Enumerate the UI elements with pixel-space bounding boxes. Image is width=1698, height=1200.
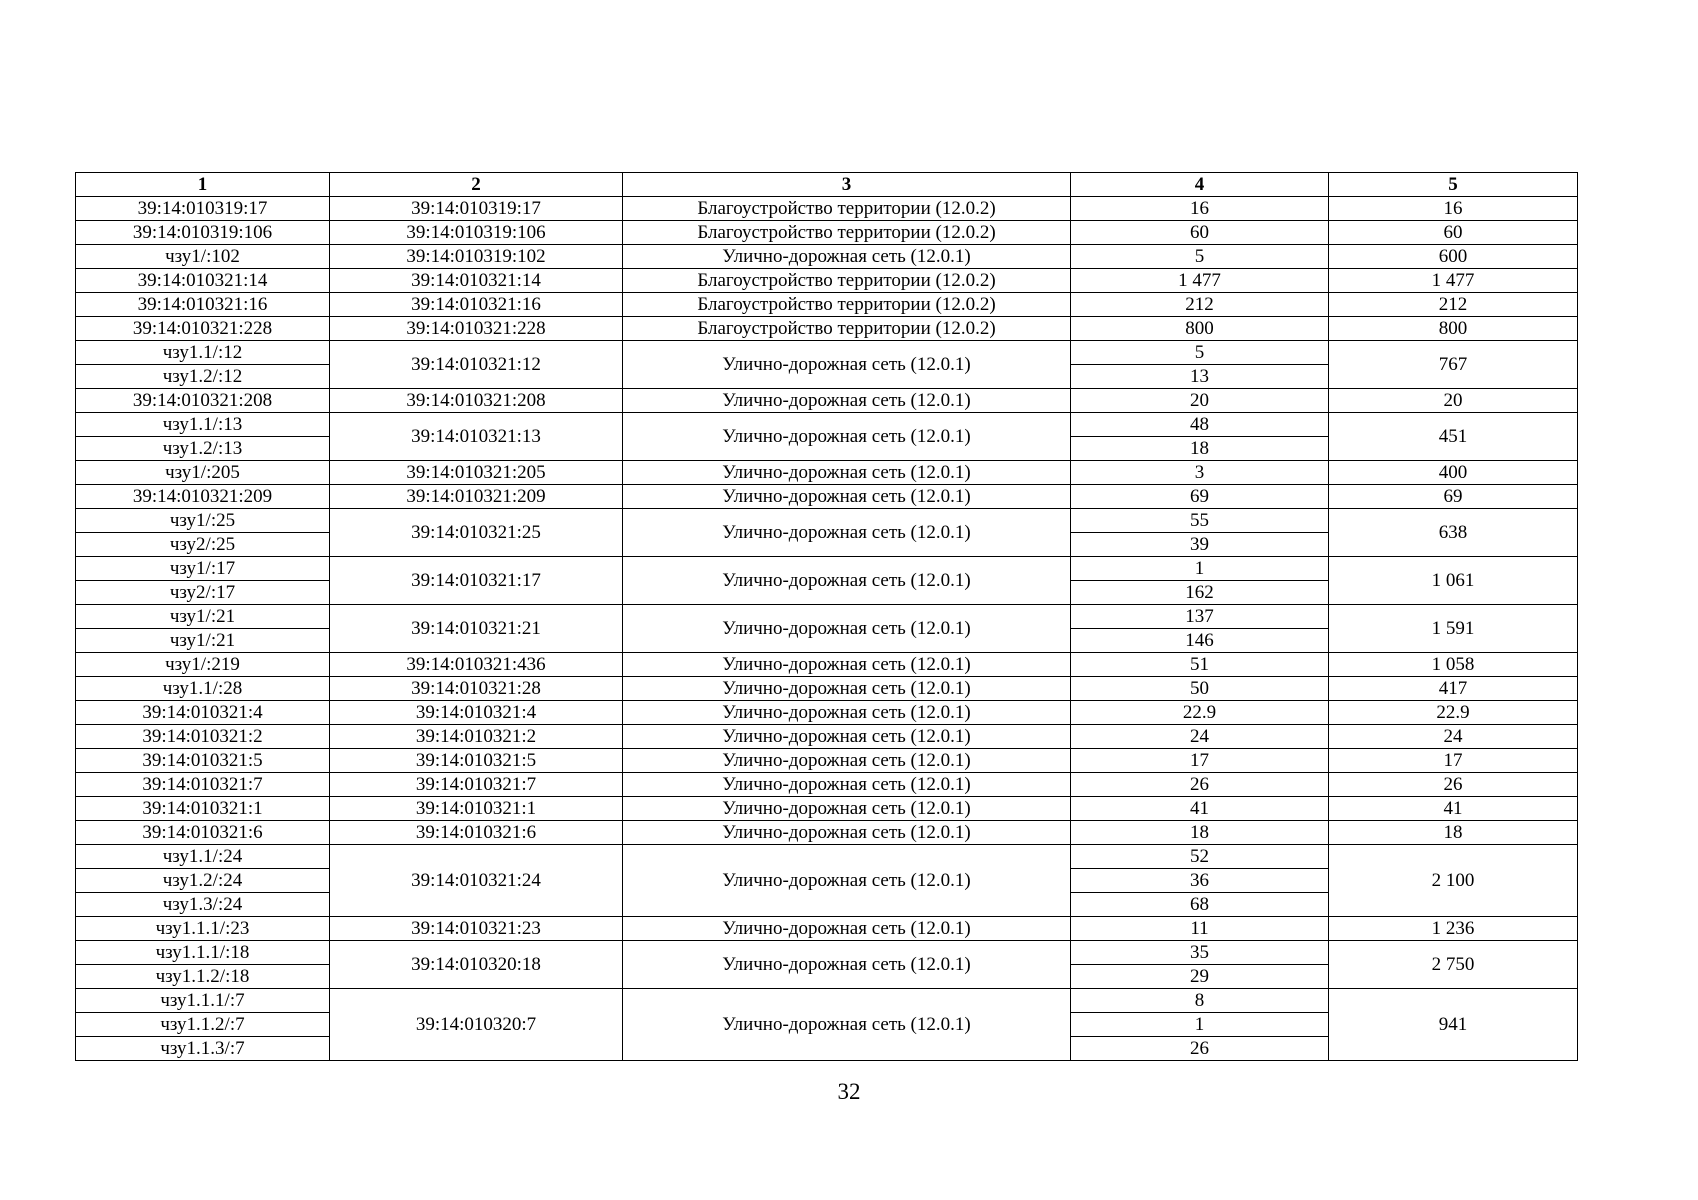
cell-area-total: 1 477: [1329, 269, 1578, 293]
cell-designation: чзу1.1.1/:18: [76, 941, 330, 965]
cell-designation: чзу1/:102: [76, 245, 330, 269]
column-header-3: 3: [623, 173, 1071, 197]
cell-area-part: 1 477: [1071, 269, 1329, 293]
cell-area-part: 26: [1071, 773, 1329, 797]
cell-area-part: 18: [1071, 821, 1329, 845]
cell-designation: чзу1.1/:12: [76, 341, 330, 365]
cell-designation: чзу1/:17: [76, 557, 330, 581]
cell-designation: чзу1.1.3/:7: [76, 1037, 330, 1061]
cell-cadastral-number: 39:14:010319:106: [330, 221, 623, 245]
cell-cadastral-number: 39:14:010321:21: [330, 605, 623, 653]
cell-designation: чзу1/:21: [76, 605, 330, 629]
cell-area-part: 22.9: [1071, 701, 1329, 725]
table-row: [76, 749, 1578, 773]
cell-cadastral-number: 39:14:010321:209: [330, 485, 623, 509]
cell-area-total: 400: [1329, 461, 1578, 485]
cell-cadastral-number: 39:14:010321:28: [330, 677, 623, 701]
cell-area-part: 146: [1071, 629, 1329, 653]
cell-cadastral-number: 39:14:010321:16: [330, 293, 623, 317]
cell-land-use: Улично-дорожная сеть (12.0.1): [623, 653, 1071, 677]
cell-cadastral-number: 39:14:010321:7: [330, 773, 623, 797]
cell-area-part: 41: [1071, 797, 1329, 821]
cell-area-part: 17: [1071, 749, 1329, 773]
cell-area-total: 417: [1329, 677, 1578, 701]
cell-area-part: 137: [1071, 605, 1329, 629]
cell-land-use: Улично-дорожная сеть (12.0.1): [623, 461, 1071, 485]
table-row: [76, 341, 1578, 365]
cell-cadastral-number: 39:14:010321:12: [330, 341, 623, 389]
page-number: 32: [837, 1079, 861, 1104]
cell-area-part: 5: [1071, 245, 1329, 269]
cell-designation: 39:14:010321:1: [76, 797, 330, 821]
cell-cadastral-number: 39:14:010321:25: [330, 509, 623, 557]
cell-cadastral-number: 39:14:010319:102: [330, 245, 623, 269]
cell-land-use: Благоустройство территории (12.0.2): [623, 269, 1071, 293]
cell-land-use: Улично-дорожная сеть (12.0.1): [623, 845, 1071, 917]
cell-cadastral-number: 39:14:010321:4: [330, 701, 623, 725]
cell-designation: чзу2/:25: [76, 533, 330, 557]
cell-cadastral-number: 39:14:010321:6: [330, 821, 623, 845]
cell-area-total: 767: [1329, 341, 1578, 389]
cell-designation: чзу1/:205: [76, 461, 330, 485]
cell-designation: 39:14:010321:6: [76, 821, 330, 845]
cell-area-part: 8: [1071, 989, 1329, 1013]
cell-area-total: 941: [1329, 989, 1578, 1061]
column-header-2: 2: [330, 173, 623, 197]
cell-area-part: 48: [1071, 413, 1329, 437]
cell-cadastral-number: 39:14:010321:2: [330, 725, 623, 749]
table-row: [76, 845, 1578, 869]
cell-area-part: 18: [1071, 437, 1329, 461]
cell-designation: 39:14:010321:2: [76, 725, 330, 749]
column-header-5: 5: [1329, 173, 1578, 197]
cell-land-use: Улично-дорожная сеть (12.0.1): [623, 749, 1071, 773]
cell-land-use: Улично-дорожная сеть (12.0.1): [623, 725, 1071, 749]
cell-land-use: Улично-дорожная сеть (12.0.1): [623, 509, 1071, 557]
cell-land-use: Улично-дорожная сеть (12.0.1): [623, 485, 1071, 509]
cell-designation: чзу1.3/:24: [76, 893, 330, 917]
cell-designation: 39:14:010321:208: [76, 389, 330, 413]
cell-cadastral-number: 39:14:010321:5: [330, 749, 623, 773]
cell-land-use: Улично-дорожная сеть (12.0.1): [623, 557, 1071, 605]
cell-designation: чзу1.2/:24: [76, 869, 330, 893]
cell-designation: 39:14:010321:4: [76, 701, 330, 725]
cell-area-total: 1 058: [1329, 653, 1578, 677]
cell-area-part: 800: [1071, 317, 1329, 341]
cell-area-part: 35: [1071, 941, 1329, 965]
table-row: [76, 509, 1578, 533]
cell-designation: чзу1.1/:13: [76, 413, 330, 437]
cell-area-part: 13: [1071, 365, 1329, 389]
cell-designation: чзу1.1.1/:7: [76, 989, 330, 1013]
cell-designation: 39:14:010321:16: [76, 293, 330, 317]
table-row: [76, 797, 1578, 821]
cell-area-part: 51: [1071, 653, 1329, 677]
cell-land-use: Улично-дорожная сеть (12.0.1): [623, 917, 1071, 941]
cell-designation: 39:14:010319:106: [76, 221, 330, 245]
cell-land-use: Улично-дорожная сеть (12.0.1): [623, 677, 1071, 701]
cell-area-total: 1 236: [1329, 917, 1578, 941]
cell-designation: чзу1/:25: [76, 509, 330, 533]
cell-land-use: Благоустройство территории (12.0.2): [623, 293, 1071, 317]
cell-area-total: 1 061: [1329, 557, 1578, 605]
cell-area-total: 2 100: [1329, 845, 1578, 917]
cell-area-part: 1: [1071, 557, 1329, 581]
cell-cadastral-number: 39:14:010321:23: [330, 917, 623, 941]
cell-area-part: 16: [1071, 197, 1329, 221]
cell-cadastral-number: 39:14:010320:18: [330, 941, 623, 989]
cell-area-total: 41: [1329, 797, 1578, 821]
cell-area-part: 36: [1071, 869, 1329, 893]
cell-area-total: 212: [1329, 293, 1578, 317]
table-row: [76, 773, 1578, 797]
cell-designation: 39:14:010321:228: [76, 317, 330, 341]
cell-area-total: 60: [1329, 221, 1578, 245]
table-row: [76, 941, 1578, 965]
cell-land-use: Улично-дорожная сеть (12.0.1): [623, 821, 1071, 845]
cell-cadastral-number: 39:14:010321:228: [330, 317, 623, 341]
cell-area-part: 52: [1071, 845, 1329, 869]
cell-area-part: 11: [1071, 917, 1329, 941]
table-row: [76, 221, 1578, 245]
table-row: [76, 605, 1578, 629]
cell-land-use: Улично-дорожная сеть (12.0.1): [623, 797, 1071, 821]
cell-area-part: 3: [1071, 461, 1329, 485]
cell-designation: чзу1.2/:13: [76, 437, 330, 461]
table-row: [76, 485, 1578, 509]
table-row: [76, 461, 1578, 485]
cell-cadastral-number: 39:14:010321:436: [330, 653, 623, 677]
table-row: [76, 245, 1578, 269]
cell-land-use: Благоустройство территории (12.0.2): [623, 317, 1071, 341]
cell-area-total: 17: [1329, 749, 1578, 773]
cell-area-part: 55: [1071, 509, 1329, 533]
table-row: [76, 557, 1578, 581]
cell-designation: 39:14:010319:17: [76, 197, 330, 221]
cell-area-part: 60: [1071, 221, 1329, 245]
cell-area-part: 20: [1071, 389, 1329, 413]
cell-area-total: 18: [1329, 821, 1578, 845]
cell-area-part: 68: [1071, 893, 1329, 917]
cell-area-part: 24: [1071, 725, 1329, 749]
cell-area-part: 29: [1071, 965, 1329, 989]
table-row: [76, 701, 1578, 725]
cell-designation: 39:14:010321:7: [76, 773, 330, 797]
cell-cadastral-number: 39:14:010321:14: [330, 269, 623, 293]
column-header-4: 4: [1071, 173, 1329, 197]
cell-area-part: 1: [1071, 1013, 1329, 1037]
cell-cadastral-number: 39:14:010321:1: [330, 797, 623, 821]
cell-land-use: Улично-дорожная сеть (12.0.1): [623, 605, 1071, 653]
cell-land-use: Улично-дорожная сеть (12.0.1): [623, 245, 1071, 269]
table-row: [76, 317, 1578, 341]
cell-area-total: 24: [1329, 725, 1578, 749]
cell-cadastral-number: 39:14:010319:17: [330, 197, 623, 221]
cell-land-use: Улично-дорожная сеть (12.0.1): [623, 341, 1071, 389]
cell-area-part: 26: [1071, 1037, 1329, 1061]
table-row: [76, 197, 1578, 221]
cell-cadastral-number: 39:14:010321:24: [330, 845, 623, 917]
cell-designation: чзу1/:219: [76, 653, 330, 677]
table-row: [76, 293, 1578, 317]
table-row: [76, 413, 1578, 437]
cell-designation: 39:14:010321:209: [76, 485, 330, 509]
cell-designation: чзу1/:21: [76, 629, 330, 653]
cell-area-part: 162: [1071, 581, 1329, 605]
table-row: [76, 917, 1578, 941]
cell-cadastral-number: 39:14:010320:7: [330, 989, 623, 1061]
cell-land-use: Улично-дорожная сеть (12.0.1): [623, 413, 1071, 461]
cell-land-use: Улично-дорожная сеть (12.0.1): [623, 941, 1071, 989]
column-header-1: 1: [76, 173, 330, 197]
cell-area-total: 69: [1329, 485, 1578, 509]
table-body: [76, 197, 1578, 1061]
table-row: [76, 389, 1578, 413]
cell-area-part: 5: [1071, 341, 1329, 365]
cell-designation: чзу1.1.2/:7: [76, 1013, 330, 1037]
cell-area-total: 451: [1329, 413, 1578, 461]
cell-land-use: Улично-дорожная сеть (12.0.1): [623, 989, 1071, 1061]
cell-land-use: Улично-дорожная сеть (12.0.1): [623, 389, 1071, 413]
cell-area-part: 50: [1071, 677, 1329, 701]
cell-land-use: Благоустройство территории (12.0.2): [623, 197, 1071, 221]
cell-area-total: 2 750: [1329, 941, 1578, 989]
cell-cadastral-number: 39:14:010321:208: [330, 389, 623, 413]
cell-area-part: 39: [1071, 533, 1329, 557]
cell-area-total: 800: [1329, 317, 1578, 341]
cell-cadastral-number: 39:14:010321:13: [330, 413, 623, 461]
cell-designation: 39:14:010321:5: [76, 749, 330, 773]
cell-area-total: 26: [1329, 773, 1578, 797]
land-plots-table: [75, 172, 1578, 1061]
table-row: [76, 725, 1578, 749]
cell-area-total: 1 591: [1329, 605, 1578, 653]
cell-cadastral-number: 39:14:010321:205: [330, 461, 623, 485]
table-header-row: [76, 173, 1578, 197]
cell-designation: чзу1.1/:24: [76, 845, 330, 869]
cell-designation: чзу1.2/:12: [76, 365, 330, 389]
cell-area-total: 600: [1329, 245, 1578, 269]
cell-area-total: 22.9: [1329, 701, 1578, 725]
table-row: [76, 653, 1578, 677]
cell-area-total: 20: [1329, 389, 1578, 413]
cell-area-total: 638: [1329, 509, 1578, 557]
table-row: [76, 269, 1578, 293]
cell-area-part: 69: [1071, 485, 1329, 509]
cell-designation: чзу2/:17: [76, 581, 330, 605]
table-row: [76, 989, 1578, 1013]
table-row: [76, 677, 1578, 701]
cell-designation: чзу1.1.1/:23: [76, 917, 330, 941]
cell-cadastral-number: 39:14:010321:17: [330, 557, 623, 605]
cell-area-total: 16: [1329, 197, 1578, 221]
cell-designation: чзу1.1.2/:18: [76, 965, 330, 989]
cell-designation: чзу1.1/:28: [76, 677, 330, 701]
table-row: [76, 821, 1578, 845]
cell-land-use: Улично-дорожная сеть (12.0.1): [623, 701, 1071, 725]
cell-designation: 39:14:010321:14: [76, 269, 330, 293]
cell-area-part: 212: [1071, 293, 1329, 317]
cell-land-use: Улично-дорожная сеть (12.0.1): [623, 773, 1071, 797]
cell-land-use: Благоустройство территории (12.0.2): [623, 221, 1071, 245]
